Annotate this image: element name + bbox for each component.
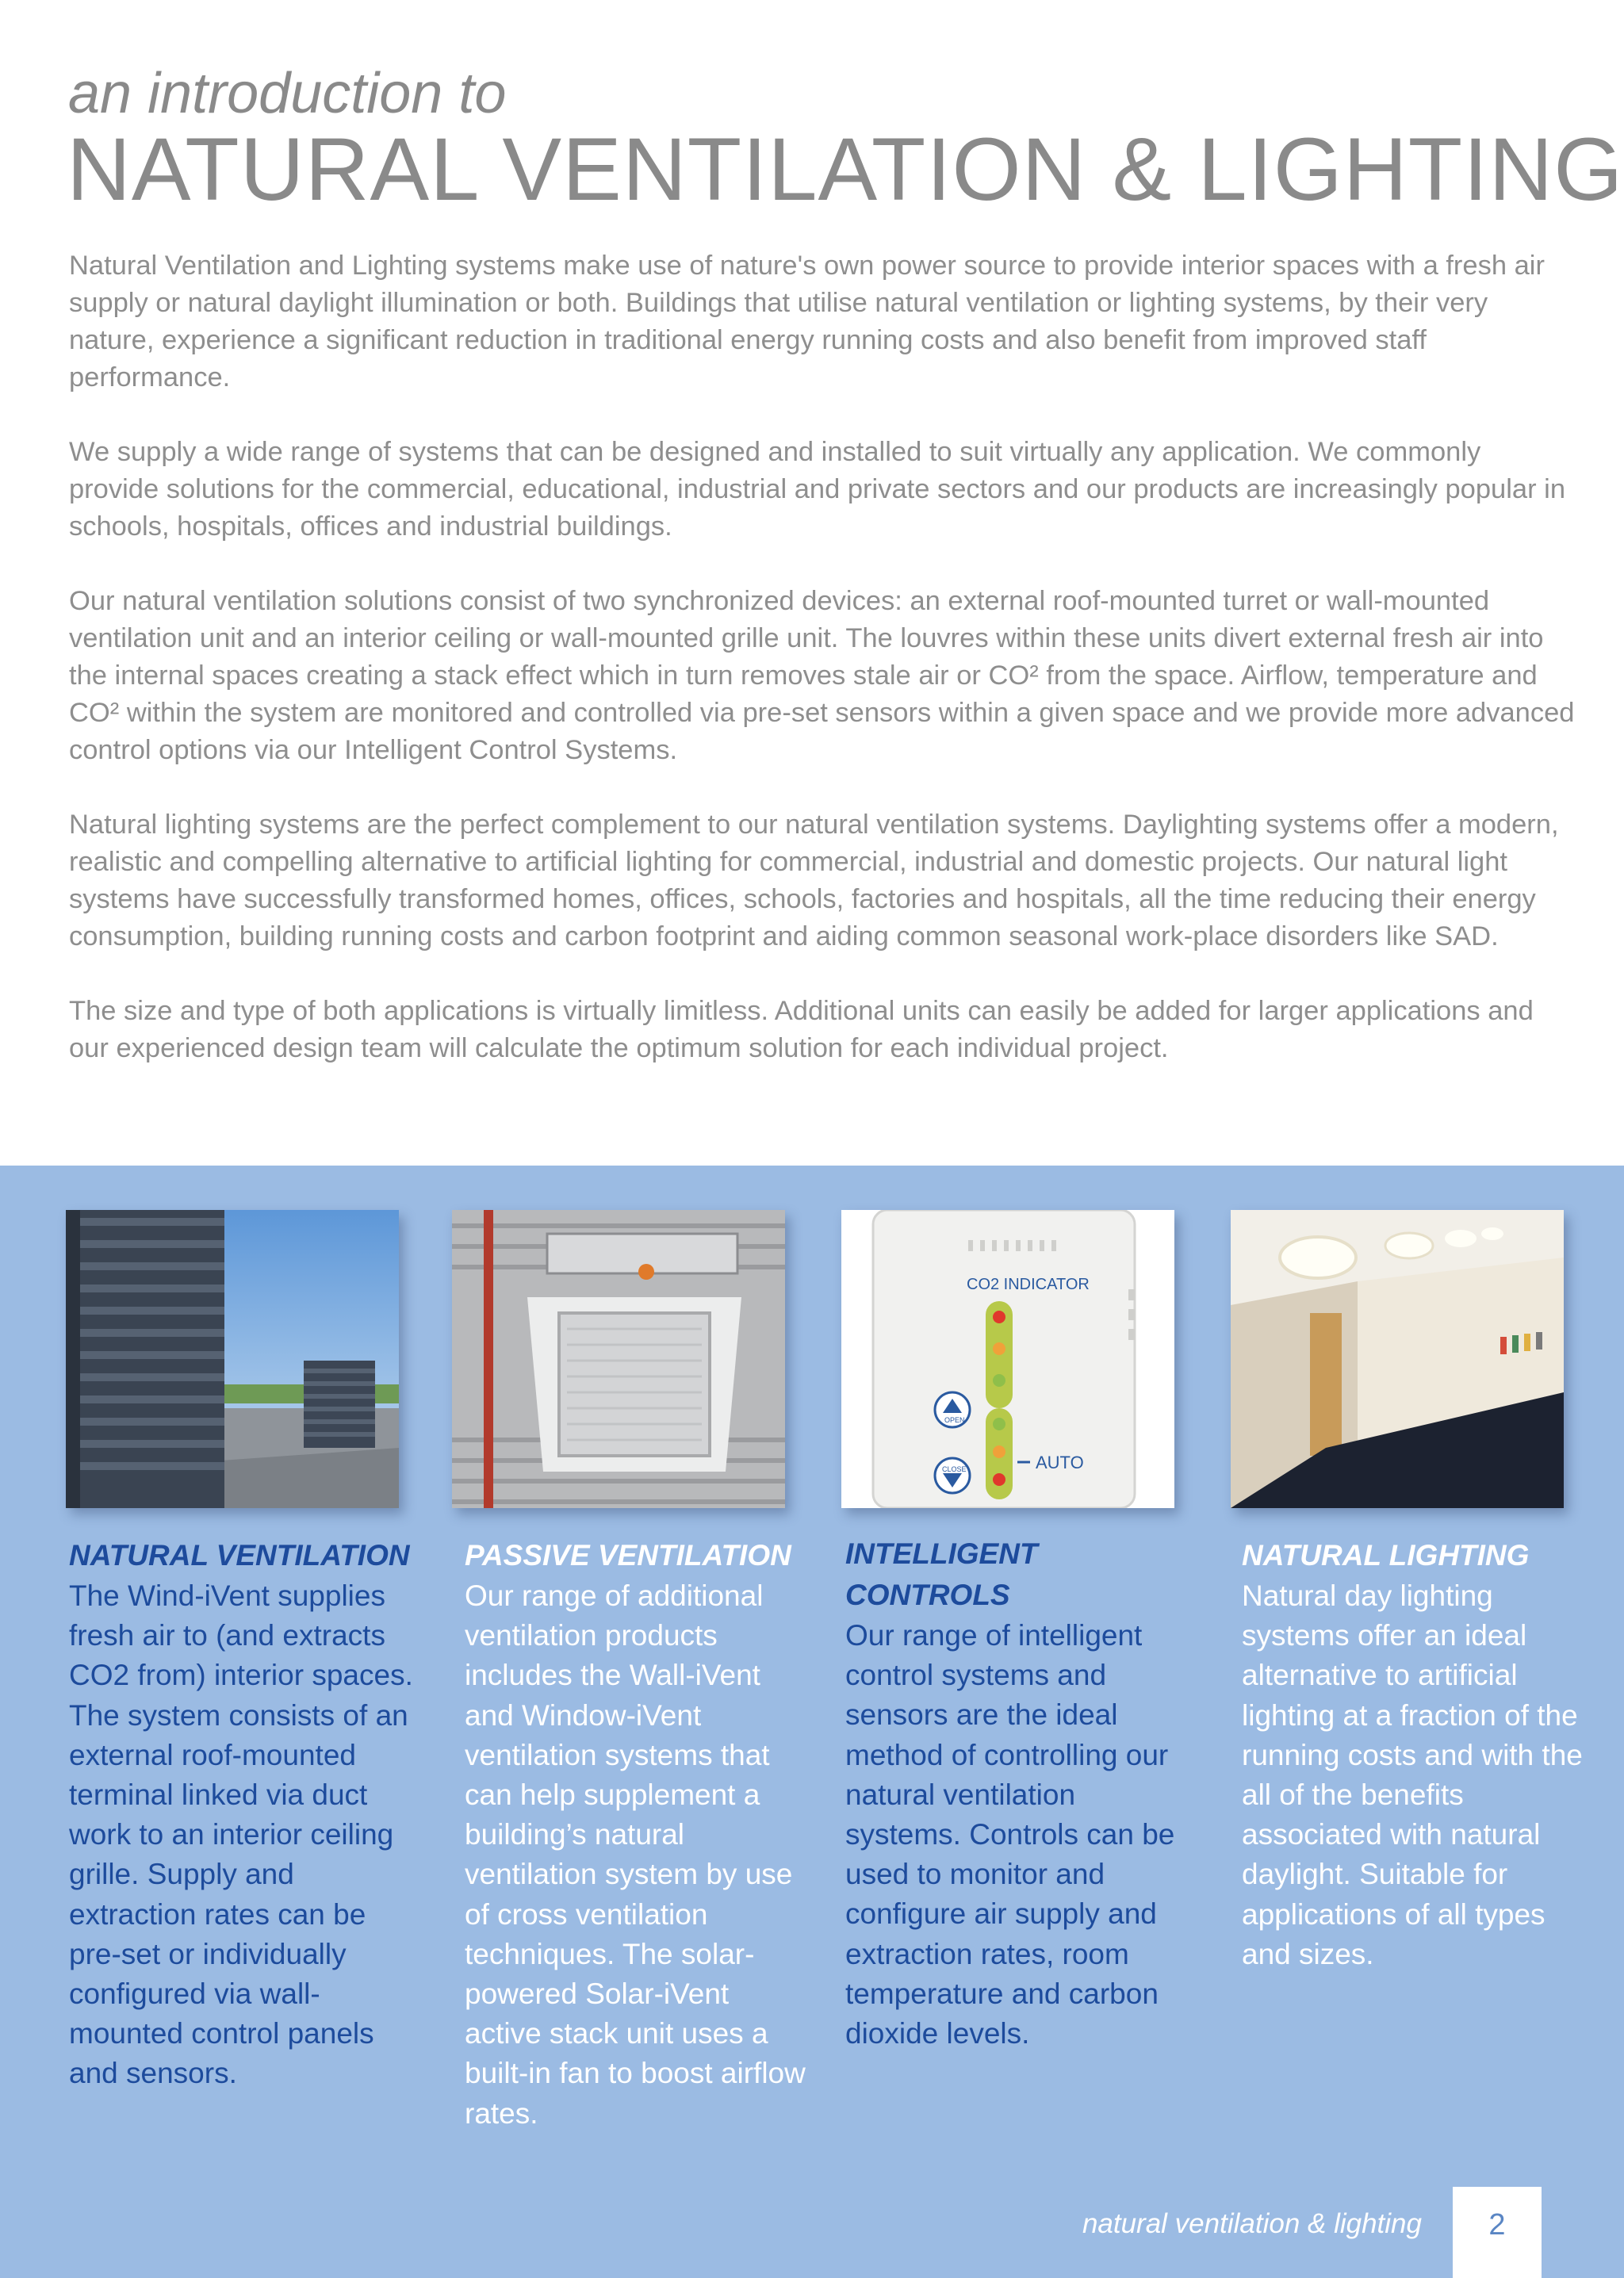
- co2-indicator-label: CO2 INDICATOR: [967, 1276, 1090, 1293]
- control-panel-photo: [841, 1210, 1174, 1508]
- natural-lighting-heading: NATURAL LIGHTING: [1242, 1539, 1530, 1572]
- passive-ventilation-heading: PASSIVE VENTILATION: [465, 1539, 791, 1572]
- close-label: CLOSE: [942, 1465, 967, 1473]
- passive-ventilation-text: Our range of additional ventilation products includes the Wall-iVent and Window-iVent ventilation systems that can help supplement a building’s natural ventilation system by use of cross ventilation techniques. The solar-powered Solar-iVent active stack unit uses a built-in fan to boost airflow rates.: [465, 1579, 806, 2130]
- page-number: 2: [1453, 2187, 1542, 2278]
- ceiling-grille-illustration: [452, 1210, 785, 1508]
- intro-paragraph: The size and type of both applications is virtually limitless. Additional units can easily be added for larger applications and our experienced design team will calculate the optimum solution for each individual project.: [69, 996, 1534, 1063]
- intro-paragraph: Our natural ventilation solutions consist of two synchronized devices: an external roof-mounted turret or wall-mounted ventilation unit and an interior ceiling or wall-mounted grille unit. The louvres within these units divert external fresh air into the internal spaces creating a stack effect which in turn removes stale air or CO² from the space. Airflow, temperature and CO² within the system are monitored and controlled via pre-set sensors within a given space and we provide more advanced control options via our Intelligent Control Systems.: [69, 586, 1575, 765]
- intelligent-controls-text: Our range of intelligent control systems and sensors are the ideal method of controlling our natural ventilation systems. Controls can be used to monitor and configure air supply and extraction rates, room temperature and carbon dioxide levels.: [845, 1619, 1175, 2050]
- daylight-corridor-illustration: [1231, 1210, 1564, 1508]
- page-kicker: an introduction to: [68, 62, 507, 125]
- intelligent-controls-column: [845, 1533, 1194, 2054]
- natural-ventilation-text: The Wind-iVent supplies fresh air to (and extracts CO2 from) interior spaces. The system consists of an external roof-mounted terminal linked via duct work to an interior ceiling grille. Supply and extraction rates can be pre-set or individually configured via wall-mounted control panels and sensors.: [69, 1579, 413, 2090]
- intelligent-controls-heading: INTELLIGENT CONTROLS: [845, 1537, 1038, 1611]
- intro-paragraph: We supply a wide range of systems that can be designed and installed to suit virtually any application. We commonly provide solutions for the commercial, educational, industrial and private sectors and our products are increasingly popular in schools, hospitals, offices and industrial buildings.: [69, 437, 1566, 542]
- roof-vent-photo: [66, 1210, 399, 1508]
- natural-lighting-column: [1242, 1535, 1591, 1974]
- ceiling-grille-photo: [452, 1210, 785, 1508]
- intro-paragraph: Natural Ventilation and Lighting systems make use of nature's own power source to provide interior spaces with a fresh air supply or natural daylight illumination or both. Buildings that utilise natural ventilation or lighting systems, by their very nature, experience a significant reduction in traditional energy running costs and also benefit from improved staff performance.: [69, 251, 1545, 392]
- control-panel-illustration: [841, 1210, 1174, 1508]
- footer-title: natural ventilation & lighting: [1082, 2208, 1422, 2239]
- intro-paragraph: Natural lighting systems are the perfect complement to our natural ventilation systems. Daylighting systems offer a modern, realistic and compelling alternative to artificial lighting for commercial, industrial and domestic projects. Our natural light systems have successfully transformed homes, offices, schools, factories and hospitals, all the time reducing their energy consumption, building running costs and carbon footprint and aiding common seasonal work-place disorders like SAD.: [69, 810, 1559, 951]
- roof-vent-illustration: [66, 1210, 399, 1508]
- natural-ventilation-column: [69, 1535, 418, 2094]
- auto-label: AUTO: [1036, 1453, 1084, 1472]
- natural-lighting-text: Natural day lighting systems offer an ideal alternative to artificial lighting at a fraction of the running costs and with the all of the benefits associated with natural daylight. Suitable for applications of all types and sizes.: [1242, 1579, 1583, 1970]
- open-label: OPEN: [944, 1416, 965, 1424]
- passive-ventilation-column: [465, 1535, 814, 2134]
- intro-text: [69, 247, 1576, 1105]
- natural-ventilation-heading: NATURAL VENTILATION: [69, 1539, 410, 1572]
- page-title: NATURAL VENTILATION & LIGHTING: [67, 120, 1624, 219]
- daylight-corridor-photo: [1231, 1210, 1564, 1508]
